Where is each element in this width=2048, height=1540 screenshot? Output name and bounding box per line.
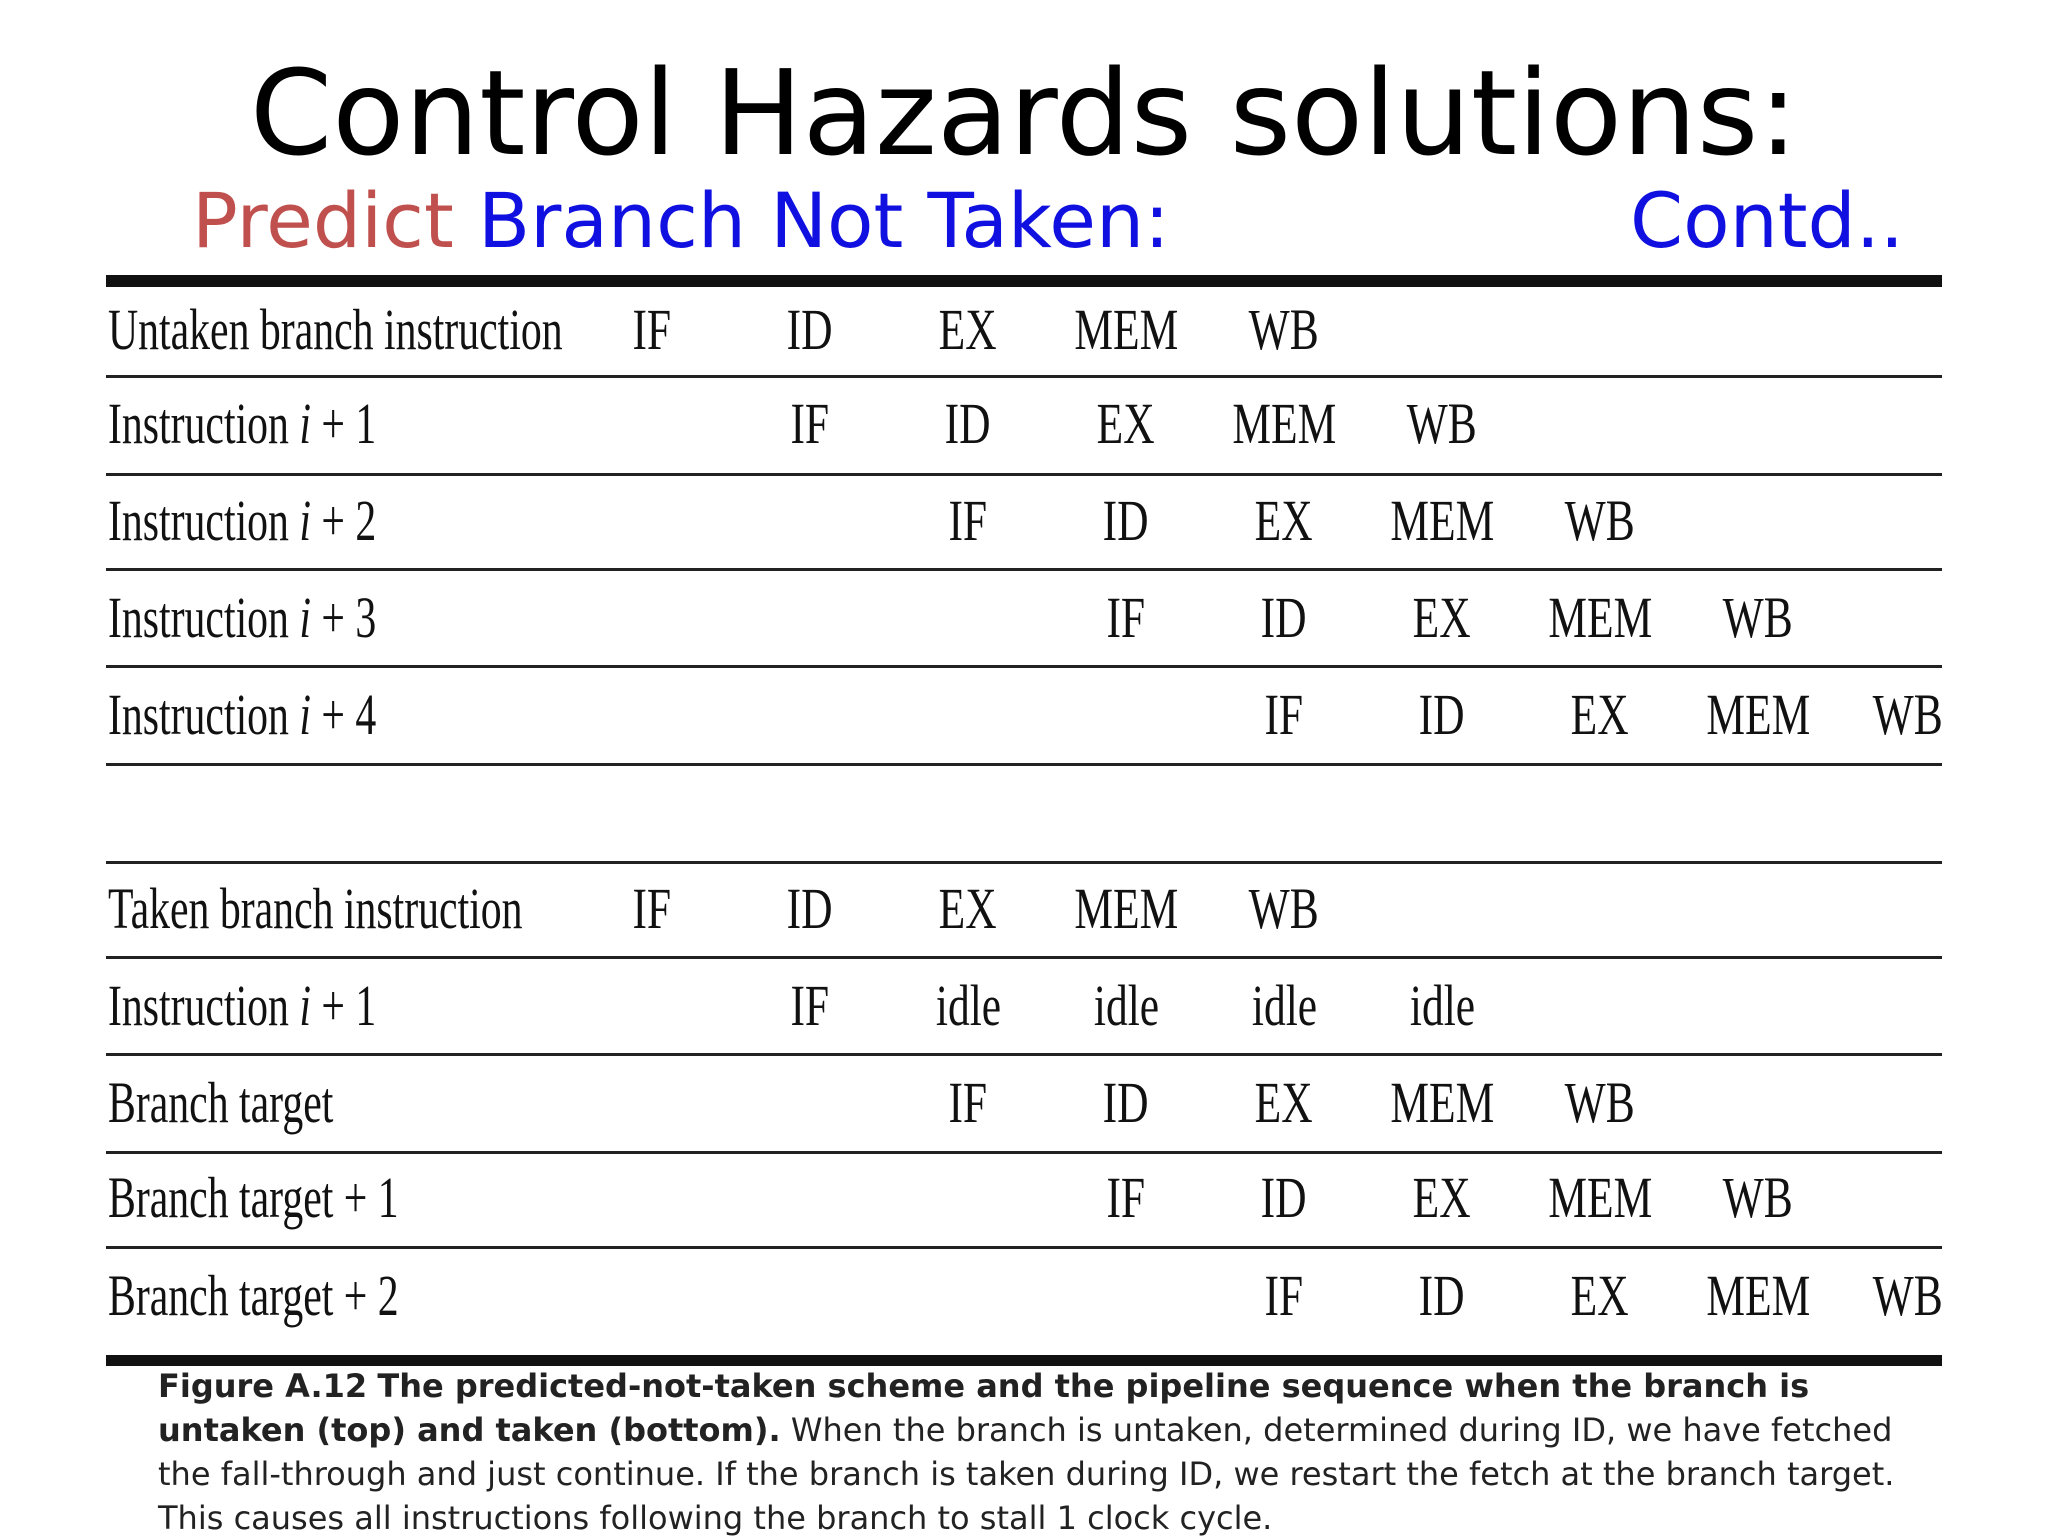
stage-cell-idle: idle <box>1409 973 1475 1038</box>
stage-cell-mem: MEM <box>1074 876 1178 941</box>
row-divider <box>106 1151 1942 1154</box>
table-row <box>0 384 2048 464</box>
caption-figure-number: Figure A.12 <box>158 1367 368 1405</box>
stage-cell-if: IF <box>948 1070 988 1135</box>
row-label: Instruction i + 2 <box>108 488 377 553</box>
row-divider <box>106 861 1942 864</box>
table-row <box>0 675 2048 755</box>
stage-cell-ex: EX <box>1096 391 1155 456</box>
table-row <box>0 869 2048 949</box>
stage-cell-idle: idle <box>1251 973 1317 1038</box>
stage-cell-mem: MEM <box>1390 488 1494 553</box>
stage-cell-id: ID <box>1261 585 1307 650</box>
table-top-rule <box>106 275 1942 287</box>
stage-cell-if: IF <box>632 297 672 362</box>
stage-cell-ex: EX <box>1570 1263 1629 1328</box>
table-row <box>0 966 2048 1046</box>
stage-cell-ex: EX <box>1254 1070 1313 1135</box>
subtitle-branch-not-taken: Branch Not Taken: <box>477 176 1170 265</box>
stage-cell-wb: WB <box>1564 488 1636 553</box>
stage-cell-if: IF <box>632 876 672 941</box>
slide-subtitle <box>192 176 1170 266</box>
stage-cell-ex: EX <box>938 876 997 941</box>
row-label: Instruction i + 3 <box>108 585 377 650</box>
row-label: Branch target <box>108 1070 334 1135</box>
stage-cell-wb: WB <box>1406 391 1478 456</box>
row-label: Instruction i + 1 <box>108 973 377 1038</box>
stage-cell-wb: WB <box>1722 1165 1794 1230</box>
row-divider <box>106 956 1942 959</box>
stage-cell-id: ID <box>1103 488 1149 553</box>
stage-cell-wb: WB <box>1722 585 1794 650</box>
stage-cell-wb: WB <box>1872 682 1944 747</box>
stage-cell-mem: MEM <box>1548 585 1652 650</box>
stage-cell-if: IF <box>1264 1263 1304 1328</box>
stage-cell-wb: WB <box>1872 1263 1944 1328</box>
row-divider <box>106 1246 1942 1249</box>
stage-cell-ex: EX <box>1570 682 1629 747</box>
stage-cell-idle: idle <box>935 973 1001 1038</box>
stage-cell-id: ID <box>1103 1070 1149 1135</box>
stage-cell-mem: MEM <box>1548 1165 1652 1230</box>
stage-cell-mem: MEM <box>1706 1263 1810 1328</box>
row-label: Instruction i + 1 <box>108 391 377 456</box>
table-row <box>0 1158 2048 1238</box>
stage-cell-ex: EX <box>1412 585 1471 650</box>
slide-title: Control Hazards solutions: <box>249 44 1799 182</box>
table-row <box>0 578 2048 658</box>
stage-cell-id: ID <box>1261 1165 1307 1230</box>
stage-cell-wb: WB <box>1564 1070 1636 1135</box>
stage-cell-id: ID <box>1419 1263 1465 1328</box>
table-row <box>0 1063 2048 1143</box>
caption-bold-text: The predicted-not-taken scheme and the pipeline sequence when the branch is untaken (top) and taken (bottom). <box>158 1367 1810 1449</box>
stage-cell-if: IF <box>790 391 830 456</box>
row-divider <box>106 375 1942 378</box>
row-label: Taken branch instruction <box>108 876 523 941</box>
stage-cell-mem: MEM <box>1390 1070 1494 1135</box>
stage-cell-mem: MEM <box>1706 682 1810 747</box>
stage-cell-ex: EX <box>1254 488 1313 553</box>
stage-cell-if: IF <box>1264 682 1304 747</box>
stage-cell-ex: EX <box>1412 1165 1471 1230</box>
stage-cell-if: IF <box>1106 1165 1146 1230</box>
table-row <box>0 481 2048 561</box>
stage-cell-if: IF <box>790 973 830 1038</box>
stage-cell-id: ID <box>1419 682 1465 747</box>
row-divider <box>106 473 1942 476</box>
table-row <box>0 1256 2048 1336</box>
row-label: Branch target + 2 <box>108 1263 399 1328</box>
stage-cell-ex: EX <box>938 297 997 362</box>
row-label: Untaken branch instruction <box>108 297 563 362</box>
stage-cell-mem: MEM <box>1074 297 1178 362</box>
stage-cell-if: IF <box>1106 585 1146 650</box>
row-label: Branch target + 1 <box>108 1165 399 1230</box>
stage-cell-mem: MEM <box>1232 391 1336 456</box>
stage-cell-id: ID <box>945 391 991 456</box>
row-divider <box>106 763 1942 766</box>
stage-cell-wb: WB <box>1248 876 1320 941</box>
stage-cell-id: ID <box>787 876 833 941</box>
row-divider <box>106 568 1942 571</box>
stage-cell-idle: idle <box>1093 973 1159 1038</box>
table-row <box>0 290 2048 370</box>
contd-label: Contd.. <box>1630 176 1905 265</box>
subtitle-predict: Predict <box>192 176 454 265</box>
row-label: Instruction i + 4 <box>108 682 377 747</box>
figure-caption <box>158 1364 1928 1540</box>
row-divider <box>106 1053 1942 1056</box>
row-divider <box>106 665 1942 668</box>
stage-cell-wb: WB <box>1248 297 1320 362</box>
stage-cell-id: ID <box>787 297 833 362</box>
caption-text: When the branch is untaken, determined during ID, we have fetched the fall-through and just continue. If the branch is taken during ID, we restart the fetch at the branch target. This causes all instructions following the branch to stall 1 clock cycle. <box>158 1411 1895 1537</box>
stage-cell-if: IF <box>948 488 988 553</box>
